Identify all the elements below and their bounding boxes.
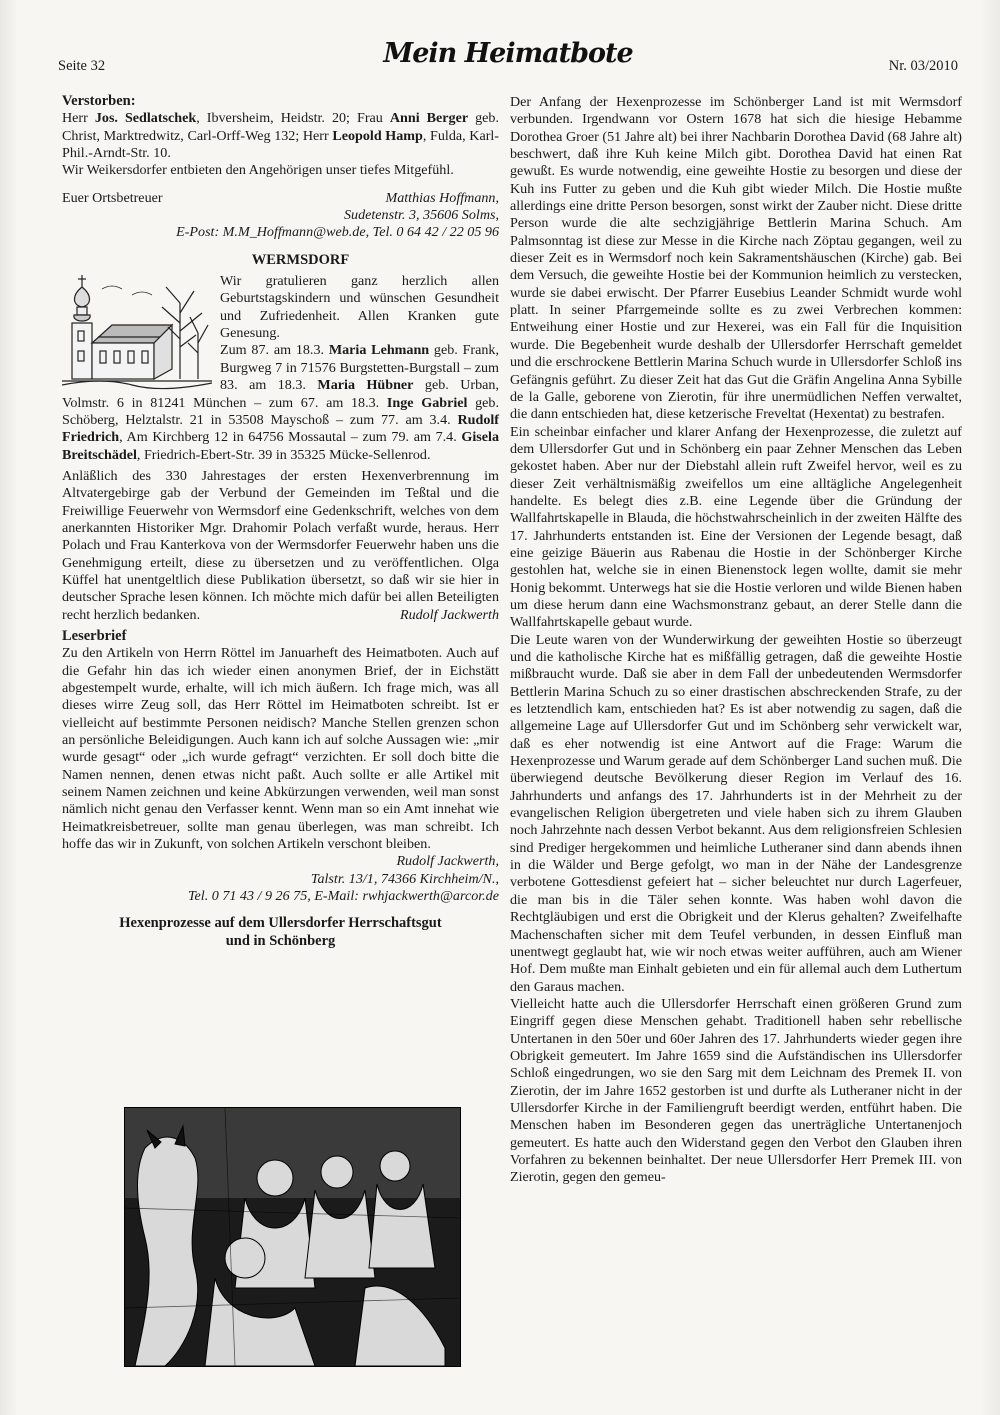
signature-intro: Euer Ortsbetreuer bbox=[62, 189, 163, 206]
text-run: geb. Christ, Marktredwitz, Carl-Orff-Weg 132; Herr bbox=[62, 110, 499, 144]
masthead-title: Mein Heimatbote bbox=[383, 38, 633, 69]
signature-name: Rudolf Jackwerth, bbox=[396, 853, 499, 870]
signature-contact: Tel. 0 71 43 / 9 26 75, E-Mail: rwhjackwerth@arcor.de bbox=[187, 888, 499, 905]
name-deceased: Anni Berger bbox=[389, 110, 469, 127]
text-run: , Fulda, Karl-Phil.-Arndt-Str. 10. bbox=[62, 127, 499, 162]
text-run: geb. Frank, Burgweg 7 in 71576 Burgstetten-Burgstall – zum 83. am 18.3. bbox=[220, 342, 499, 394]
left-column bbox=[62, 93, 499, 950]
text-run: geb. Urban, Volmstr. 6 in 81241 München – zum 67. am 18.3. bbox=[62, 377, 499, 411]
text-run: , Friedrich-Ebert-Str. 39 in 35325 Mücke-Sellenrod. bbox=[136, 446, 431, 463]
leserbrief-paragraph bbox=[62, 645, 499, 870]
woodcut-devil-scene bbox=[125, 1108, 460, 1366]
article-paragraph: Die Leute waren von der Wunderwirkung der geweihten Hostie so überzeugt und die katholische Kirche hat es mißfällig getragen, daß die geweihte Hostie mißbraucht wurde. Daß sie aber in dem Fall der unbedeutenden Wermsdorfer Bettlerin Marina Schuch zu so einer drastischen abschreckenden Strafe, zu der es letztendlich kam, entschieden hat? Es ist aber notwendig zu sagen, daß die allgemeine Lage auf Ullersdorfer Gut und im Schönberg sehr verwickelt war, daß es eher notwendig ist eine Antwort auf die Frage: Warum die Hexenprozesse und Warum gerade auf dem Schönberger Land suchen muß. Die überwiegend deutsche Bevölkerung dieser Region im Verlauf des 16. Jahrhunderts und anfangs des 17. Jahrhunderts ist in der Mehrheit zu der evangelischen Religion übergetreten und viele haben sich zu ihrem Glauben noch Jahrzehnte nach dessen Verbot bekannt. Aus dem religionsfreien Schlesien sind Prediger hergekommen und heimliche Lutheraner sind dann abends ihnen in die Wälder und Berge gefolgt, wo man in der Nähe der Landesgrenze verbotene Gottesdienst gefeiert hat – sicher beleuchtet nur durch Lagerfeuer, die man bis in die Täler sehen konnte. Was haben wohl davon die Rechtgläubigen und erst die Obrigkeit und der Klerus gehalten? Zweifelhafte Machenschaften sicher mit dem Teufel verbunden, in dessen Einfluß man unentwegt geglaubt hat, wie wir noch etwas weiter aufführen, auch am Wiener Hof. Dem mußte man Einhalt gebieten und ein für allemal auch dem Luthertum den Garaus machen. bbox=[510, 631, 962, 995]
signature-address: Talstr. 13/1, 74366 Kirchheim/N., bbox=[310, 870, 499, 887]
article-paragraph: Der Anfang der Hexenprozesse im Schönberger Land ist mit Wermsdorf verbunden. Irgendwann vor Ostern 1678 hat sich die hiesige Hebamme Dorothea Groer (51 Jahre alt) bei ihrer Nachbarin Dorothea David (68 Jahre alt) beschwert, daß ihre Kuh keine Milch gibt. Dorothea David hat einen Rat gewußt. Es wurde notwendig, eine geweihte Hostie zu besorgen und diese der Kuh ins Futter zu geben und die Kuh gibt wieder Milch. Die Hostie mußte allerdings eine dritte Person besorgen, sonst wirkt der Zauber nicht. Diese dritte Person wurde die alte sechzigjährige Bettlerin Marina Schuch. Am Palmsonntag ist diese zur Messe in die Kirche nach Zöptau gegangen, weil zu dieser Zeit es in Wermsdorf noch kein Sakramentshäuschen (Kirche) gab. Bei dem Versuch, die geweihte Hostie bei der Kommunion heimlich zu verstecken, wurde sie dabei erwischt. Der Pfarrer Eusebius Leander Schmidt wurde wohl platt. In seiner Pfarrgemeinde sollte es zu zwei Verbrechen kommen: Entweihung einer Hostie und zur Hexerei, was ein Fall für die Inquisition wurde. Die Begebenheit wurde deshalb der Ullersdorfer Herrschaft gemeldet und die erschrockene Bettlerin Marina Schuch wurde in Ullersdorfer Schloß ins Gefängnis geführt. Zu dieser Zeit hat das Gut die Gräfin Angelina Anna Sybille de la Galle, geborene von Zierotin, für ihre unermüdlichen Neffen verwaltet, die dann entschieden hat, diese ketzerische Freveltat (Hexentat) zu bestrafen. bbox=[510, 94, 962, 423]
name-birthday: Inge Gabriel bbox=[386, 394, 468, 411]
anniversary-signature: Rudolf Jackwerth bbox=[399, 606, 499, 623]
signature-contact: E-Post: M.M_Hoffmann@web.de, Tel. 0 64 42 / 22 05 96 bbox=[176, 224, 499, 241]
name-deceased: Jos. Sedlatschek bbox=[94, 110, 197, 127]
text-run: Herr bbox=[62, 110, 95, 127]
anniversary-paragraph bbox=[62, 468, 499, 624]
name-birthday: Maria Lehmann bbox=[328, 342, 430, 359]
church-illustration bbox=[62, 273, 212, 391]
article-paragraph: Ein scheinbar einfacher und klarer Anfang der Hexenprozesse, die zuletzt auf dem Ullersdorfer Gut und in Schönberg ein paar Zehner Menschen das Leben gekostet haben. Aber nur der Diebstahl allein ruft Zweifel hervor, weil es zu dieser Zeit verhältnismäßig zweifellos um eine alltägliche Angelegenheit handelte. Es belegt dies z.B. eine Legende über die Gründung der Wallfahrtskapelle in Blauda, die höchstwahrscheinlich in der zweiten Hälfte des 17. Jahrhunderts entstanden ist. Eine der Versionen der Legende besagt, daß eine geizige Bäuerin aus Rabenau die Hostie in der Schönberger Kirche gestohlen hat, welche sie in einen Bienenstock legen wollte, damit sie mehr Honig bekommt. Unterwegs hat sie die Hostie verloren und wilde Bienen haben um diese herum dann eine Wachsmonstranz gebaut, an derer Stelle dann die Wallfahrtskapelle gebaut wurde. bbox=[510, 423, 962, 631]
text-run: Zu den Artikeln von Herrn Röttel im Januarheft des Heimatboten. Auch auf die Gefahr hin das ich wieder einen anonymen Brief, der in Eichstätt abgestempelt wurde, erhalte, will ich mich äußern. Ich frage mich, was all dieses wirre Zeug soll, das Herr Röttel im Heimatboten schreibt. Ist er vielleicht auf bestimmte Personen neidisch? Manche Stellen grenzen schon an persönliche Beleidigungen. Auch kann ich auf solche Aussagen wie: „mir wurde gesagt“ oder „ich wurde gefragt“ verzichten. Er soll doch bitte die Namen nennen, denen etwas nicht paßt. Auch sollte er alle Artikel mit seinem Namen zeichnen und keine Abkürzungen verwenden, weil man sonst nämlich nicht genau den Verfasser kennt. Wenn man so ein Amt innehat wie Heimatkreisbetreuer, sollte man genau überlegen, was man schreibt. Ich hoffe das wir in Zukunft, von solchen Artikeln verschont bleiben. bbox=[62, 645, 499, 853]
hexen-heading-line1: Hexenprozesse auf dem Ullersdorfer Herrschaftsgut bbox=[119, 915, 442, 932]
hexen-heading-line2: und in Schönberg bbox=[225, 932, 336, 949]
woodcut-illustration bbox=[124, 1107, 461, 1367]
article-paragraph: Vielleicht hatte auch die Ullersdorfer Herrschaft einen größeren Grund zum Eingriff gegen diese Menschen gehabt. Traditionell haben sehr rebellische Untertanen in den 50er und 60er Jahren des 17. Jahrhunderts wieder gegen ihre Obrigkeit gemeutert. Im Jahre 1659 sind die Aufständischen ins Ullersdorfer Schloß eingedrungen, wo sie den Sarg mit dem Leichnam des Premek II. von Zierotin, der im Jahre 1652 gestorben ist und durfte als Lutheraner nicht in der Ullersdorfer Kirche in der Familiengruft beerdigt werden, entführt haben. Die Menschen haben im Besonderen gegen das unerträgliche Untertanenjoch gemeutert. Es hatte auch den Widerstand gegen den Verbot den Glauben ihren Vorfahren zu bekennen beinhaltet. Der neue Ullersdorfer Herr Premek III. von Zierotin, gegen den gemeu- bbox=[510, 995, 962, 1186]
text-run: Anläßlich des 330 Jahrestages der ersten Hexenverbrennung im Altvatergebirge gab der Verbund der Gemeinden im Teßtal und die Freiwillige Feuerwehr von Wermsdorf eine Gedenkschrift, welches von dem anerkannten Historiker Mgr. Drahomir Polach verfaßt wurde, heraus. Herr Polach und Frau Kanterkova von der Wermsdorfer Feuerwehr haben uns die Genehmigung erteilt, diese zu übersetzen und zu veröffentlichen. Olga Küffel hat unentgeltlich diese Publikation übersetzt, so daß wir sie hier in deutscher Sprache lesen können. Ich möchte mich dafür bei allen Beteiligten recht herzlich bedanken. bbox=[62, 467, 499, 623]
signature-name: Matthias Hoffmann, bbox=[385, 189, 499, 206]
issue-number: Nr. 03/2010 bbox=[888, 58, 958, 74]
wermsdorf-greeting: Wir gratulieren ganz herzlich allen Geburtstagskindern und wünschen Gesundheit und Zufriedenheit. Allen Kranken gute Genesung. bbox=[220, 273, 499, 342]
text-run: geb. Schöberg, Helztalstr. 21 in 53508 Mayschoß – zum 77. am 3.4. bbox=[62, 394, 499, 428]
wermsdorf-section bbox=[62, 273, 499, 464]
text-run: , Ibversheim, Heidstr. 20; Frau bbox=[196, 110, 390, 127]
signature-address: Sudetenstr. 3, 35606 Solms, bbox=[343, 207, 499, 224]
name-birthday: Gisela Breitschädel bbox=[62, 429, 499, 463]
leserbrief-heading: Leserbrief bbox=[62, 627, 127, 644]
signature-block-1 bbox=[62, 190, 499, 242]
verstorben-paragraph bbox=[62, 110, 499, 162]
text-run: Zum 87. am 18.3. bbox=[220, 342, 329, 359]
name-deceased: Leopold Hamp bbox=[332, 127, 423, 144]
page-header bbox=[58, 38, 958, 78]
page-number: Seite 32 bbox=[58, 58, 106, 74]
wermsdorf-heading: WERMSDORF bbox=[251, 251, 350, 268]
verstorben-heading: Verstorben: bbox=[62, 93, 136, 109]
name-birthday: Maria Hübner bbox=[317, 377, 414, 394]
signature-row bbox=[62, 190, 499, 207]
text-run: , Am Kirchberg 12 in 64756 Mossautal – zum 79. am 7.4. bbox=[119, 429, 462, 446]
right-column bbox=[510, 94, 962, 1187]
name-birthday: Rudolf Friedrich bbox=[62, 411, 499, 446]
condolence-paragraph: Wir Weikersdorfer entbieten den Angehörigen unser tiefes Mitgefühl. bbox=[62, 162, 454, 179]
